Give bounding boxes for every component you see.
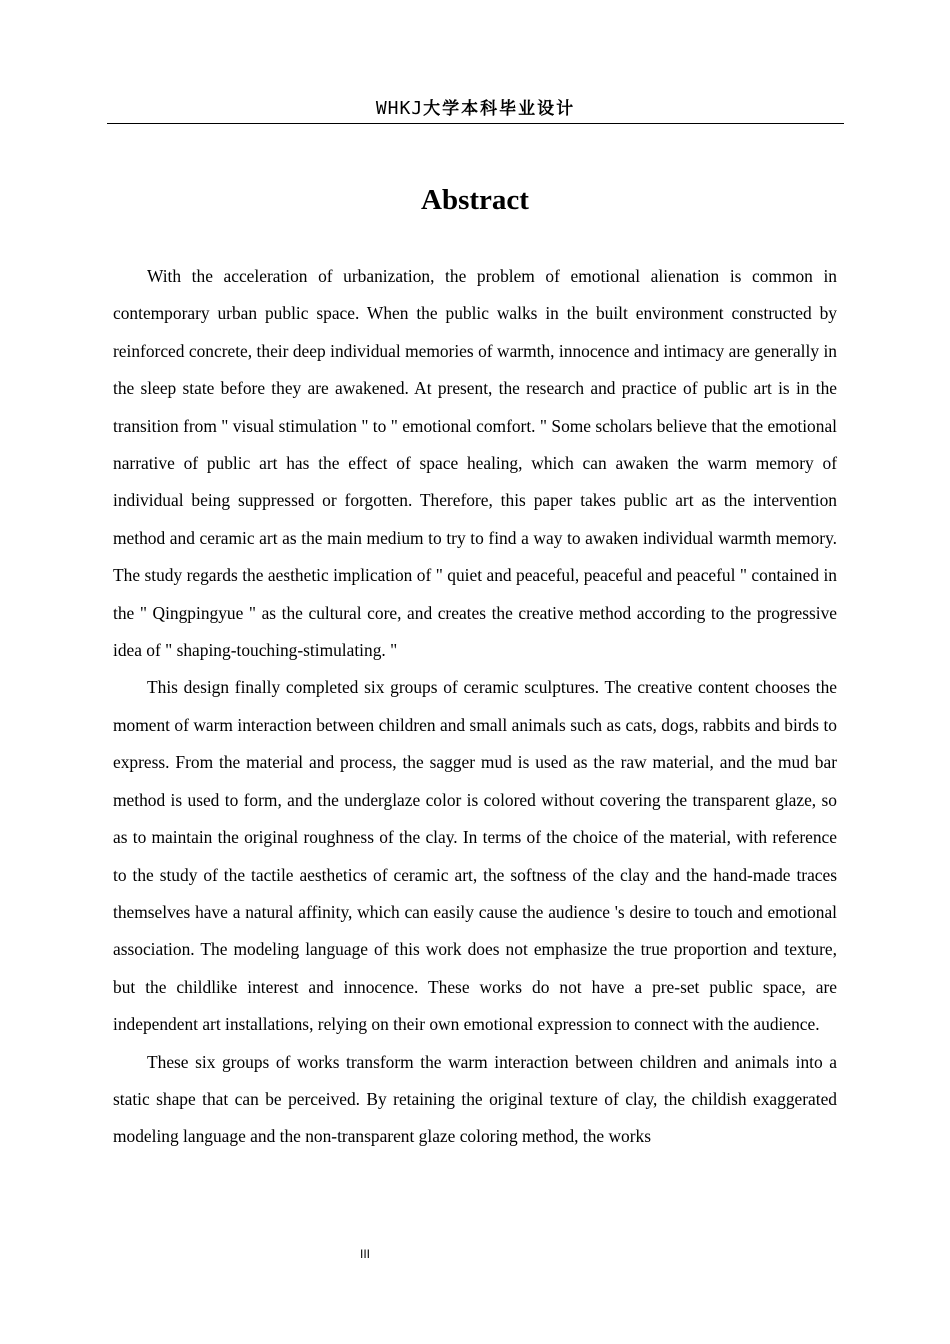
page-number: III [359, 1247, 370, 1261]
abstract-title: Abstract [421, 184, 529, 216]
running-header [107, 94, 844, 124]
abstract-paragraph-2: This design finally completed six groups of ceramic sculptures. The creative content chooses the moment of warm interaction between children and small animals such as cats, dogs, rabbits and birds to express. From the material and process, the sagger mud is used as the raw material, and the mud bar method is used to form, and the underglaze color is colored without covering the transparent glaze, so as to maintain the original roughness of the clay. In terms of the choice of the material, with reference to the study of the tactile aesthetics of ceramic art, the softness of the clay and the hand-made traces themselves have a natural affinity, which can easily cause the audience 's desire to touch and emotional association. The modeling language of this work does not emphasize the true proportion and texture, but the childlike interest and innocence. These works do not have a pre-set public space, are independent art installations, relying on their own emotional expression to connect with the audience. [113, 677, 837, 1035]
header-university-code: WHKJ [375, 98, 424, 119]
abstract-paragraph-1: With the acceleration of urbanization, the problem of emotional alienation is common in contemporary urban public space. When the public walks in the built environment constructed by reinforced concrete, their deep individual memories of warmth, innocence and intimacy are generally in the sleep state before they are awakened. At present, the research and practice of public art is in the transition from " visual stimulation " to " emotional comfort. " Some scholars believe that the emotional narrative of public art has the effect of space healing, which can awaken the warm memory of individual being suppressed or forgotten. Therefore, this paper takes public art as the intervention method and ceramic art as the main medium to try to find a way to awaken individual warmth memory. The study regards the aesthetic implication of " quiet and peaceful, peaceful and peaceful " contained in the " Qingpingyue " as the cultural core, and creates the creative method according to the progressive idea of " shaping-touching-stimulating. " [113, 266, 837, 661]
running-header-text [376, 94, 575, 124]
abstract-body [113, 258, 837, 1156]
abstract-paragraph-3: These six groups of works transform the warm interaction between children and animals into a static shape that can be perceived. By retaining the original texture of clay, the childish exaggerated modeling language and the non-transparent glaze coloring method, the works [113, 1051, 837, 1147]
header-thesis-label: 大学本科毕业设计 [423, 99, 576, 119]
